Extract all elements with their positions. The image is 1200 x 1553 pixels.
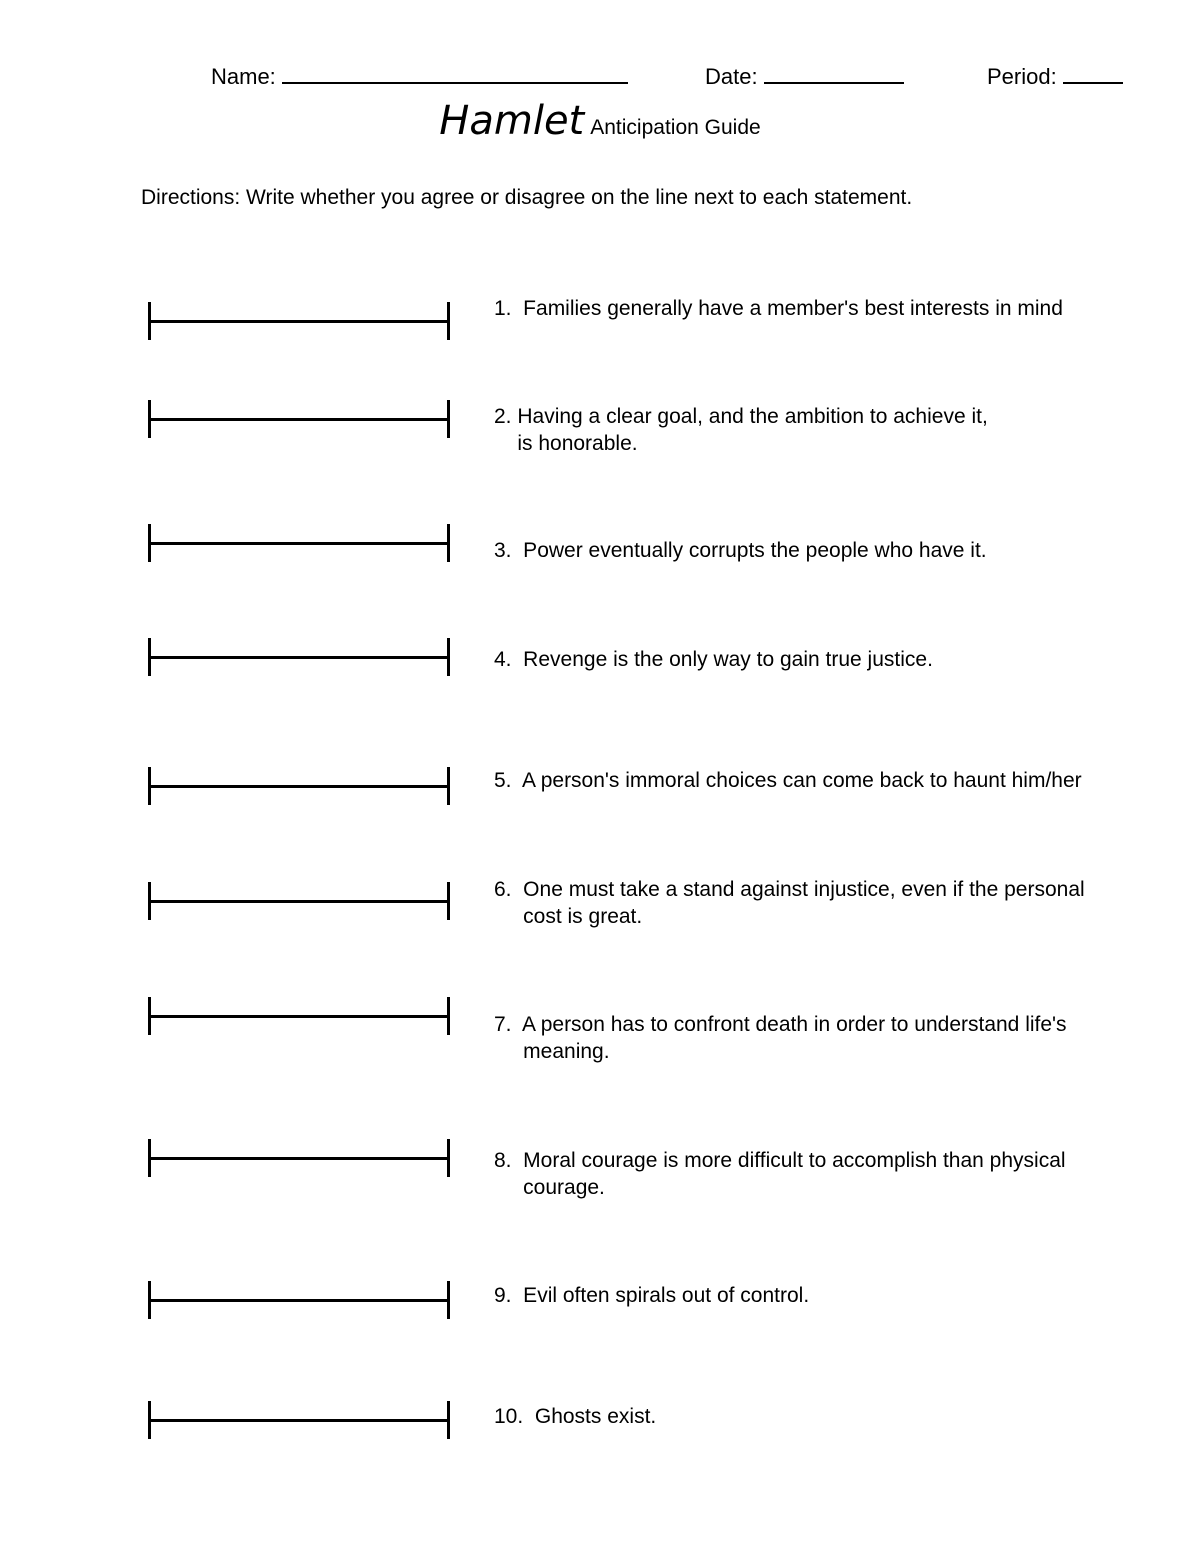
statement-4: 4. Revenge is the only way to gain true justice. bbox=[494, 648, 933, 671]
date-field-group bbox=[705, 62, 904, 90]
answer-line-7[interactable] bbox=[148, 997, 450, 1035]
statement-1: 1. Families generally have a member's best interests in mind bbox=[494, 297, 1063, 320]
answer-line-8[interactable] bbox=[148, 1139, 450, 1177]
date-blank-line[interactable] bbox=[764, 62, 904, 84]
statement-10: 10. Ghosts exist. bbox=[494, 1405, 657, 1428]
period-blank-line[interactable] bbox=[1063, 62, 1123, 84]
statement-9: 9. Evil often spirals out of control. bbox=[494, 1284, 810, 1307]
name-label: Name: bbox=[211, 64, 276, 89]
page-title bbox=[0, 98, 1200, 144]
answer-line-4[interactable] bbox=[148, 638, 450, 676]
period-label: Period: bbox=[987, 64, 1057, 89]
answer-line-1[interactable] bbox=[148, 302, 450, 340]
answer-line-2[interactable] bbox=[148, 400, 450, 438]
title-main: Hamlet bbox=[439, 98, 585, 144]
answer-line-5[interactable] bbox=[148, 767, 450, 805]
title-subtitle: Anticipation Guide bbox=[590, 116, 761, 139]
statement-5: 5. A person's immoral choices can come back to haunt him/her bbox=[494, 769, 1082, 792]
answer-line-6[interactable] bbox=[148, 882, 450, 920]
name-blank-line[interactable] bbox=[282, 62, 628, 84]
answer-line-3[interactable] bbox=[148, 524, 450, 562]
statement-6: 6. One must take a stand against injustice, even if the personal cost is great. bbox=[494, 878, 1085, 928]
period-field-group bbox=[987, 62, 1123, 90]
answer-line-10[interactable] bbox=[148, 1401, 450, 1439]
statement-7: 7. A person has to confront death in order to understand life's meaning. bbox=[494, 1013, 1067, 1063]
statement-3: 3. Power eventually corrupts the people who have it. bbox=[494, 539, 987, 562]
statement-2: 2. Having a clear goal, and the ambition to achieve it, is honorable. bbox=[494, 405, 988, 455]
directions-text: Directions: Write whether you agree or disagree on the line next to each statement. bbox=[141, 186, 913, 209]
statement-8: 8. Moral courage is more difficult to accomplish than physical courage. bbox=[494, 1149, 1066, 1199]
date-label: Date: bbox=[705, 64, 758, 89]
answer-line-9[interactable] bbox=[148, 1281, 450, 1319]
name-field-group bbox=[211, 62, 628, 90]
